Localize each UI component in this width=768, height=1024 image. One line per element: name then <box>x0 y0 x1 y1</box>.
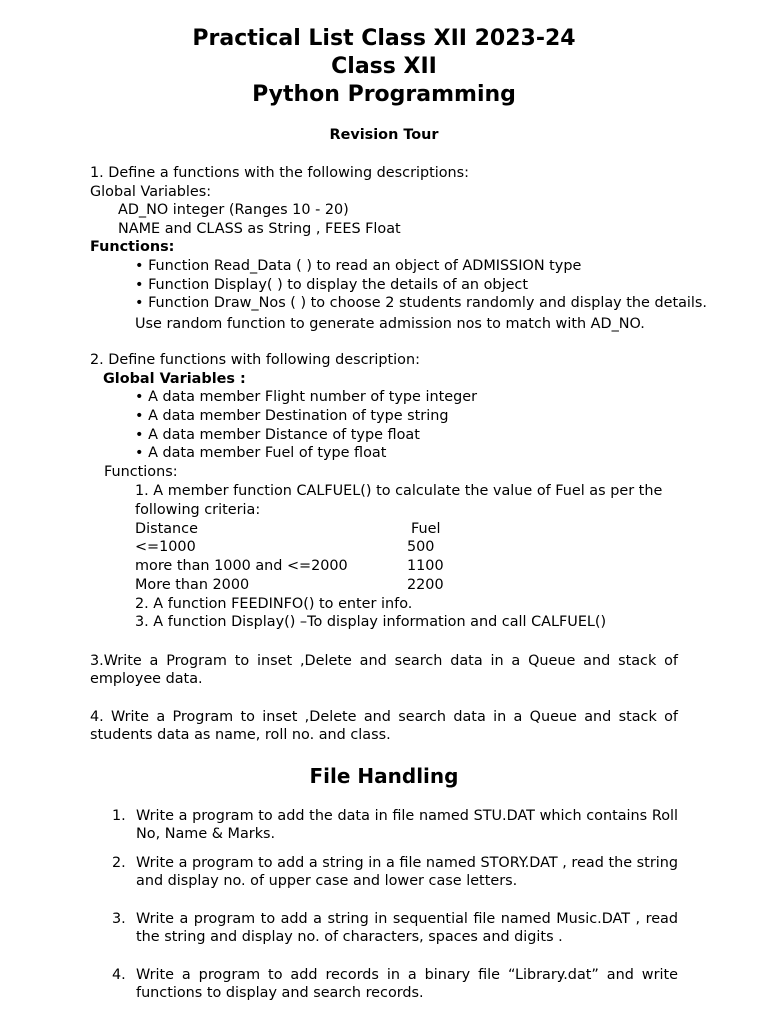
fuel-table-row-2-fuel: 1100 <box>407 558 444 574</box>
q3-text: 3.Write a Program to inset ,Delete and search data in a Queue and stack of employee data. <box>90 653 678 687</box>
file-item-3-text: Write a program to add a string in sequential file named Music.DAT , read the string and display no. of characters, spaces and digits . <box>136 911 678 945</box>
q1-bullet-1: • Function Read_Data ( ) to read an object of ADMISSION type <box>135 258 582 274</box>
q2-intro: 2. Define functions with following description: <box>90 352 420 368</box>
fuel-table-row-3-distance: More than 2000 <box>135 577 250 593</box>
q2-bullet-3: • A data member Distance of type float <box>135 427 420 443</box>
q2-bullet-2: • A data member Destination of type string <box>135 408 449 424</box>
q2-function-1a: 1. A member function CALFUEL() to calculate the value of Fuel as per the <box>135 483 663 499</box>
q2-bullet-4: • A data member Fuel of type float <box>135 445 387 461</box>
fuel-table-row-3-fuel: 2200 <box>407 577 444 593</box>
q2-function-3: 3. A function Display() –To display information and call CALFUEL() <box>135 614 607 630</box>
file-item-2-text: Write a program to add a string in a file named STORY.DAT , read the string and display no. of upper case and lower case letters. <box>136 855 678 889</box>
file-item-1-number: 1. <box>112 808 126 824</box>
q1-var-1: AD_NO integer (Ranges 10 - 20) <box>118 202 349 218</box>
q2-bullet-1: • A data member Flight number of type integer <box>135 389 478 405</box>
q1-note: Use random function to generate admission nos to match with AD_NO. <box>135 316 645 332</box>
q2-function-1b: following criteria: <box>135 502 261 518</box>
q2-function-2: 2. A function FEEDINFO() to enter info. <box>135 596 413 612</box>
q4-text: 4. Write a Program to inset ,Delete and search data in a Queue and stack of students data as name, roll no. and class. <box>90 709 678 743</box>
q1-var-2: NAME and CLASS as String , FEES Float <box>118 221 401 237</box>
fuel-table-header-distance: Distance <box>135 521 198 537</box>
title-line-2: Class XII <box>331 54 437 79</box>
q1-globals-label: Global Variables: <box>90 184 212 200</box>
q2-functions-label: Functions: <box>104 464 178 480</box>
fuel-table-header-fuel: Fuel <box>411 521 441 537</box>
fuel-table-row-2-distance: more than 1000 and <=2000 <box>135 558 348 574</box>
revision-tour-heading: Revision Tour <box>329 127 439 143</box>
file-handling-heading: File Handling <box>309 764 459 788</box>
q1-functions-label: Functions: <box>90 239 175 255</box>
file-item-4-text: Write a program to add records in a binary file “Library.dat” and write functions to display and search records. <box>136 967 678 1001</box>
q2-globals-label: Global Variables : <box>103 371 246 387</box>
q1-intro: 1. Define a functions with the following descriptions: <box>90 165 470 181</box>
q1-bullet-2: • Function Display( ) to display the details of an object <box>135 277 528 293</box>
file-item-4-number: 4. <box>112 967 126 983</box>
file-item-2-number: 2. <box>112 855 126 871</box>
title-line-3: Python Programming <box>252 82 516 107</box>
file-item-1-text: Write a program to add the data in file named STU.DAT which contains Roll No, Name & Marks. <box>136 808 678 842</box>
q1-bullet-3: • Function Draw_Nos ( ) to choose 2 students randomly and display the details. <box>135 295 707 311</box>
fuel-table-row-1-fuel: 500 <box>407 539 435 555</box>
fuel-table-row-1-distance: <=1000 <box>135 539 196 555</box>
title-line-1: Practical List Class XII 2023-24 <box>192 26 576 51</box>
file-item-3-number: 3. <box>112 911 126 927</box>
